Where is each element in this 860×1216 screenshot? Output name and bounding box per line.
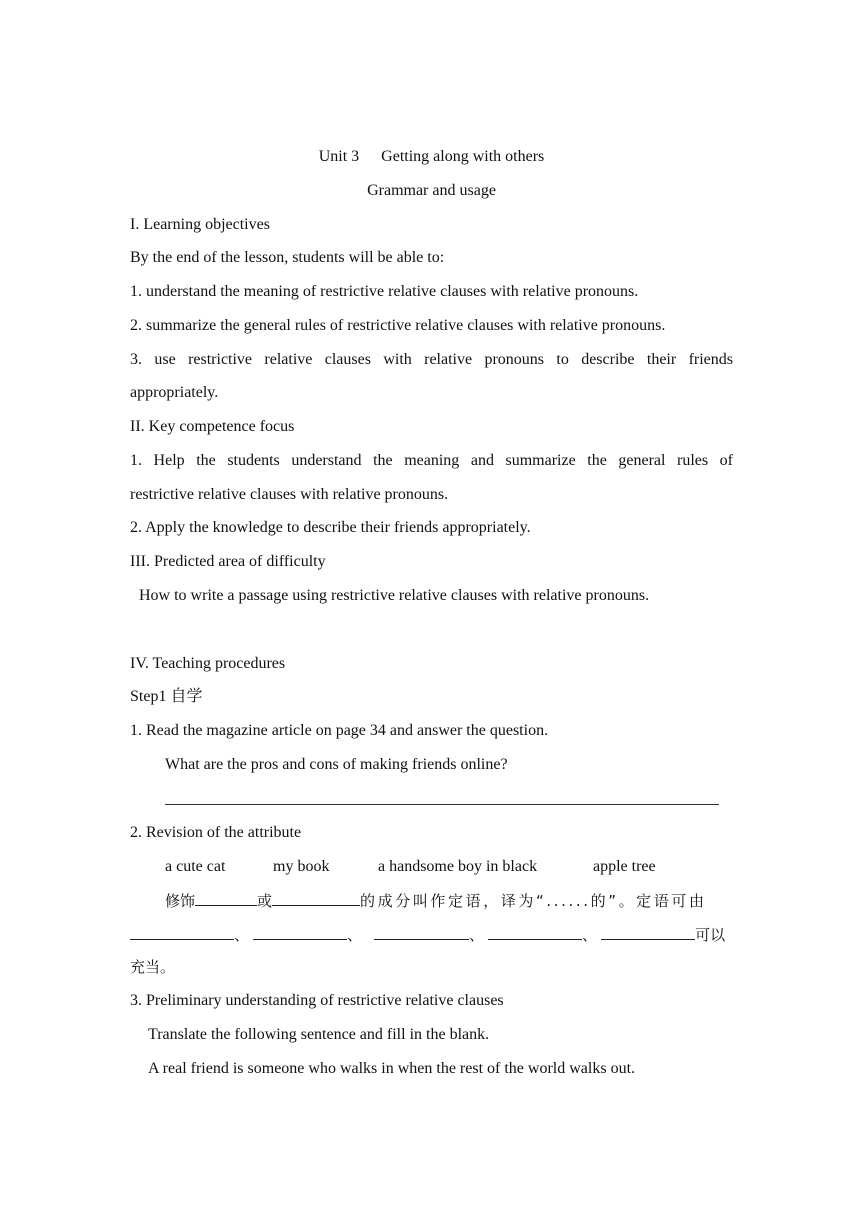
objective-item: 3. use restrictive relative clauses with relative pronouns to describe their friends [130,351,733,368]
section-heading-difficulty: III. Predicted area of difficulty [130,553,326,570]
unit-name: Getting along with others [381,148,545,165]
difficulty-text: How to write a passage using restrictive relative clauses with relative pronouns. [139,587,650,604]
example-phrase: a handsome boy in black [378,858,538,875]
question-3: 3. Preliminary understanding of restrictive relative clauses [130,992,504,1009]
blank-field[interactable] [601,924,695,940]
competence-item-continued: restrictive relative clauses with relative pronouns. [130,486,449,503]
fill-in-line-1: 修饰 或 的成分叫作定语，译为“......的”。定语可由 [165,892,707,910]
blank-field[interactable] [253,924,347,940]
question-3-instruction: Translate the following sentence and fill in the blank. [148,1026,490,1043]
blank-field[interactable] [272,890,360,906]
objective-item-continued: appropriately. [130,384,219,401]
question-1: 1. Read the magazine article on page 34 and answer the question. [130,722,549,739]
blank-field[interactable] [374,924,469,940]
section-heading-procedures: IV. Teaching procedures [130,655,286,672]
question-1-prompt: What are the pros and cons of making friends online? [165,756,508,773]
fill-in-line-2: 、 、 、 、 可以 [130,924,733,946]
section-heading-objectives: I. Learning objectives [130,216,270,233]
blank-field[interactable] [488,924,582,940]
unit-number: Unit 3 [318,148,360,165]
section-heading-competence: II. Key competence focus [130,418,295,435]
blank-field[interactable] [195,890,257,906]
objective-item: 2. summarize the general rules of restrictive relative clauses with relative pronouns. [130,317,666,334]
competence-item: 1. Help the students understand the meaning and summarize the general rules of [130,452,733,469]
blank-field[interactable] [130,924,234,940]
subtitle: Grammar and usage [367,182,496,199]
unit-title [130,147,733,167]
fill-in-line-3: 充当。 [130,958,176,976]
question-3-sentence: A real friend is someone who walks in when the rest of the world walks out. [148,1060,636,1077]
attribute-examples [130,857,733,877]
competence-item: 2. Apply the knowledge to describe their friends appropriately. [130,519,531,536]
example-phrase: apple tree [593,858,656,875]
question-2: 2. Revision of the attribute [130,824,302,841]
answer-line[interactable] [165,804,719,805]
example-phrase: a cute cat [165,858,226,875]
example-phrase: my book [273,858,330,875]
objectives-intro: By the end of the lesson, students will be able to: [130,249,445,266]
objective-item: 1. understand the meaning of restrictive relative clauses with relative pronouns. [130,283,639,300]
step1-label: Step1 自学 [130,688,203,705]
